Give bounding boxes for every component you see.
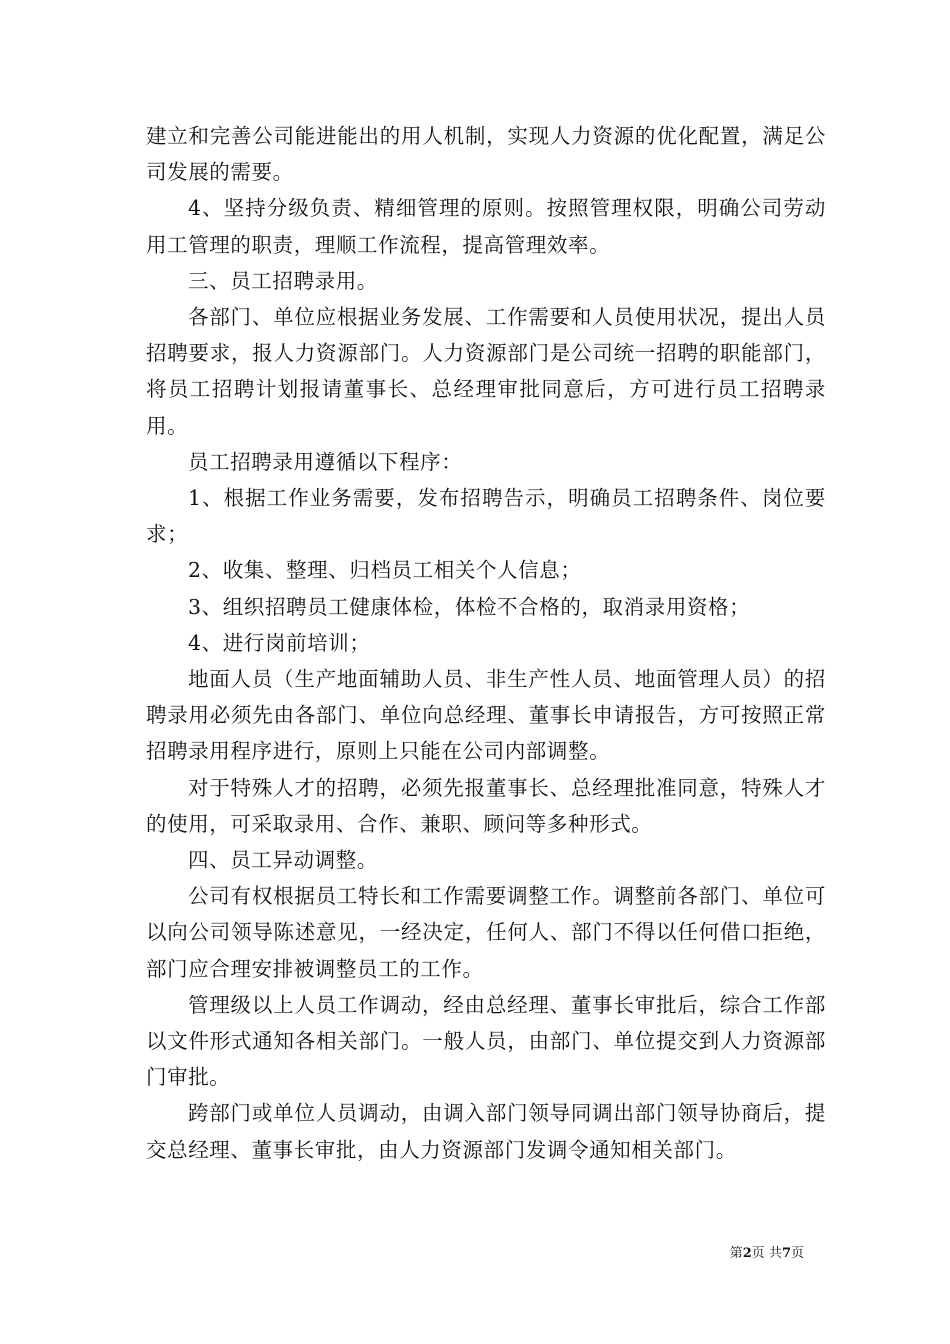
current-page-number: 2	[742, 1246, 752, 1261]
paragraph: 地面人员（生产地面辅助人员、非生产性人员、地面管理人员）的招聘录用必须先由各部门、单位向总经理、董事长申请报告，方可按照正常招聘录用程序进行，原则上只能在公司内部调整。	[146, 667, 826, 764]
list-item: 4、进行岗前培训；	[188, 630, 371, 655]
paragraph: 跨部门或单位人员调动，由调入部门领导同调出部门领导协商后，提交总经理、董事长审批，由人力资源部门发调令通知相关部门。	[146, 1101, 826, 1162]
section-heading: 三、员工招聘录用。	[188, 268, 378, 293]
paragraph: 各部门、单位应根据业务发展、工作需要和人员使用状况，提出人员招聘要求，报人力资源部门。人力资源部门是公司统一招聘的职能部门，将员工招聘计划报请董事长、总经理审批同意后，方可进行员工招聘录用。	[146, 305, 826, 438]
list-item: 2、收集、整理、归档员工相关个人信息；	[188, 558, 582, 583]
section-heading: 四、员工异动调整。	[188, 848, 378, 873]
page-number-footer	[730, 1246, 804, 1262]
paragraph: 4、坚持分级负责、精细管理的原则。按照管理权限，明确公司劳动用工管理的职责，理顺工作流程，提高管理效率。	[146, 196, 826, 257]
paragraph: 管理级以上人员工作调动，经由总经理、董事长审批后，综合工作部以文件形式通知各相关部门。一般人员，由部门、单位提交到人力资源部门审批。	[146, 992, 826, 1090]
footer-suffix: 页	[790, 1246, 804, 1261]
document-body	[146, 118, 826, 1168]
list-item: 3、组织招聘员工健康体检，体检不合格的，取消录用资格；	[188, 594, 751, 619]
footer-middle: 页 共	[751, 1246, 782, 1261]
paragraph: 建立和完善公司能进能出的用人机制，实现人力资源的优化配置，满足公司发展的需要。	[146, 124, 826, 185]
paragraph: 对于特殊人才的招聘，必须先报董事长、总经理批准同意，特殊人才的使用，可采取录用、合作、兼职、顾问等多种形式。	[146, 775, 826, 836]
paragraph: 员工招聘录用遵循以下程序：	[188, 449, 463, 474]
total-pages-number: 7	[781, 1246, 791, 1261]
footer-prefix: 第	[729, 1246, 743, 1261]
paragraph: 公司有权根据员工特长和工作需要调整工作。调整前各部门、单位可以向公司领导陈述意见，一经决定，任何人、部门不得以任何借口拒绝，部门应合理安排被调整员工的工作。	[146, 884, 826, 981]
list-item: 1、根据工作业务需要，发布招聘告示，明确员工招聘条件、岗位要求；	[146, 486, 826, 547]
